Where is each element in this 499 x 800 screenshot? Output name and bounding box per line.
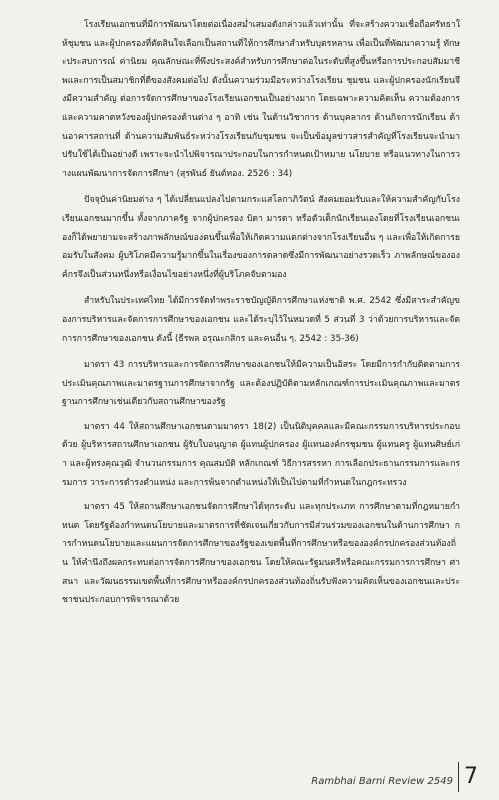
paragraph-section-45: มาตรา 45 ให้สถานศึกษาเอกชนจัดการศึกษาได้ทุกระดับ และทุกประเภท การศึกษาตามที่กฎหมายกำหนด โดยรัฐต้องกำหนดนโยบายและมาตรการที่ชัดเจนเกี่ยวกับการมีส่วนร่วมของเอกชนในด้านการศึกษา การกำหนดนโยบายและแผนการจัดการศึกษาของรัฐของเขตพื้นที่การศึกษาหรือขององค์กรปกครองส่วนท้องถิ่น ให้คำนึงถึงผลกระทบต่อการจัดการศึกษาของเอกชน โดยให้คณะรัฐมนตรีหรือคณะกรรมการการศึกษา ศาสนา และวัฒนธรรมเขตพื้นที่การศึกษาหรือองค์กรปกครองส่วนท้องถิ่นรับฟังความคิดเห็นของเอกชนและประชาชนประกอบการพิจารณาด้วย xyxy=(62,502,460,606)
page-number: 7 xyxy=(464,764,478,789)
paragraph-3: สำหรับในประเทศไทย ได้มีการจัดทำพระราชบัญญัติการศึกษาแห่งชาติ พ.ศ. 2542 ซึ่งมีสาระสำคัญของการบริหารและจัดการการศึกษาของเอกชน และได้ระบุไว้ในหมวดที่ 5 ส่วนที่ 3 ว่าด้วยการบริหารและจัดการการศึกษาของเอกชน ดังนี้ (ธีรพล อรุณะกสิกร และคนอื่น ๆ. 2542 : 35-36) xyxy=(62,296,460,344)
paragraph-section-43: มาตรา 43 การบริหารและการจัดการศึกษาของเอกชนให้มีความเป็นอิสระ โดยมีการกำกับติดตามการประเมินคุณภาพและมาตรฐานการศึกษาจากรัฐ และต้องปฏิบัติตามหลักเกณฑ์การประเมินคุณภาพและมาตรฐานการศึกษาเช่นเดียวกับสถานศึกษาของรัฐ xyxy=(62,360,460,408)
paragraph-section-44: มาตรา 44 ให้สถานศึกษาเอกชนตามมาตรา 18(2) เป็นนิติบุคคลและมีคณะกรรมการบริหารประกอบด้วย ผู้บริหารสถานศึกษาเอกชน ผู้รับใบอนุญาต ผู้แทนผู้ปกครอง ผู้แทนองค์กรชุมชน ผู้แทนครู ผู้แทนศิษย์เก่า และผู้ทรงคุณวุฒิ จำนวนกรรมการ คุณสมบัติ หลักเกณฑ์ วิธีการสรรหา การเลือกประธานกรรมการและกรรมการ วาระการดำรงตำแหน่ง และการพ้นจากตำแหน่งให้เป็นไปตามที่กำหนดในกฎกระทรวง xyxy=(62,421,460,488)
paragraph-2: ปัจจุบันค่านิยมต่าง ๆ ได้เปลี่ยนแปลงไปตามกระแสโลกาภิวัตน์ สังคมยอมรับและให้ความสำคัญกับโรงเรียนเอกชนมากขึ้น ทั้งจากภาครัฐ จากผู้ปกครอง บิดา มารดา หรือตัวเด็กนักเรียนเองโดยที่โรงเรียนเอกชนเองก็ได้พยายามจะสร้างภาพลักษณ์ของตนขึ้นเพื่อให้เกิดความแตกต่างจากโรงเรียนอื่น ๆ และเพื่อให้เกิดการยอมรับในสังคม ผู้บริโภคมีความรู้มากขึ้นในเรื่องของการตลาดซึ่งมีการพัฒนาอย่างรวดเร็ว ภาพลักษณ์ขององค์กรจึงเป็นส่วนหนึ่งหรือเงื่อนไขอย่างหนึ่งที่ผู้บริโภคจับตามอง xyxy=(62,195,460,280)
footer-divider xyxy=(458,762,459,792)
page-footer xyxy=(0,758,499,800)
paragraph-1: โรงเรียนเอกชนที่มีการพัฒนาโดยต่อเนื่องสม่ำเสมอดังกล่าวแล้วเท่านั้น ที่จะสร้างความเชื่อถือศรัทธาให้ชุมชน และผู้ปกครองที่ตัดสินใจเลือกเป็นสถานที่ให้การศึกษาสำหรับบุตรหลาน เพื่อเป็นที่พัฒนาความรู้ ทักษะประสบการณ์ ค่านิยม คุณลักษณะที่พึงประสงค์สำหรับการศึกษาต่อในระดับที่สูงขึ้นหรือการประกอบสัมมาชีพและการเป็นสมาชิกที่ดีของสังคมต่อไป ดังนั้นความร่วมมือระหว่างโรงเรียน ชุมชน และผู้ปกครองนักเรียนจึงมีความสำคัญ ต่อการจัดการศึกษาของโรงเรียนเอกชนเป็นอย่างมาก โดยเฉพาะความคิดเห็น ความต้องการ และความคาดหวังของผู้ปกครองด้านต่าง ๆ อาทิ เช่น ในด้านวิชาการ ด้านบุคลากร ด้านกิจการนักเรียน ด้านอาคารสถานที่ ด้านความสัมพันธ์ระหว่างโรงเรียนกับชุมชน จะเป็นข้อมูลข่าวสารสำคัญที่โรงเรียนจะนำมาปรับใช้ได้เป็นอย่างดี เพราะจะนำไปพิจารณาประกอบในการกำหนดเป้าหมาย นโยบาย หรือแนวทางในการวางแผนพัฒนาการจัดการศึกษา (สุรพันธ์ ยันต์ทอง. 2526 : 34) xyxy=(62,20,460,179)
journal-title: Rambhai Barni Review 2549 xyxy=(311,776,453,787)
body-text xyxy=(62,16,460,618)
